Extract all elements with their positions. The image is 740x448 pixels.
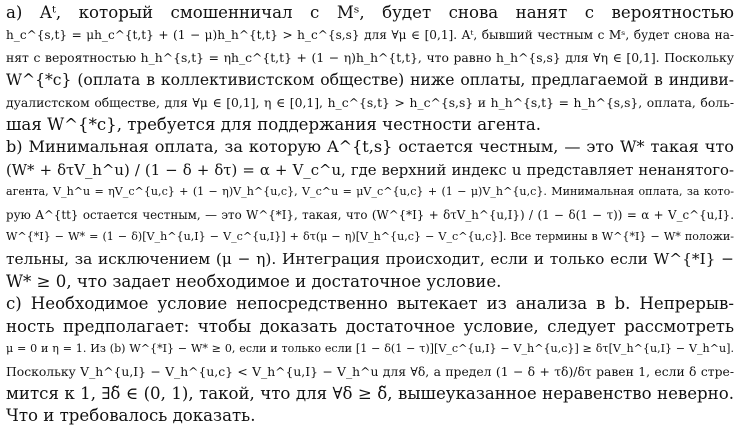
- text-line: дуалистском обществе, для ∀μ ∈ [0,1], η ∈ [0,1], h_c^{s,t} > h_c^{s,s} и h_h^{s,t} = h_h^{s,s}, оплата, боль-: [6, 95, 734, 110]
- text-line: Поскольку V_h^{u,I} − V_h^{u,c} < V_h^{u,I} − V_h^u для ∀δ, а предел (1 − δ + τδ)/δτ равен 1, если δ стре-: [6, 364, 734, 379]
- text-line: рую A^{tt} остается честным, — это W^{*I}, такая, что (W^{*I} + δτV_h^{u,I}) / (1 − δ(1 − τ)) = α + V_c^{u,I}.: [6, 207, 734, 222]
- text-line: нят с вероятностью h_h^{s,t} = ηh_c^{t,t} + (1 − η)h_h^{t,t}, что равно h_h^{s,s} для ∀η ∈ [0,1]. Поскольку: [6, 50, 734, 65]
- text-line: (W* + δτV_h^u) / (1 − δ + δτ) = α + V_c^u, где верхний индекс u представляет ненанятого-: [6, 160, 734, 179]
- text-line: c) Необходимое условие непосредственно вытекает из анализа в b. Непрерыв-: [6, 294, 734, 314]
- text-line: мится к 1, ∃δ̃ ∈ (0, 1), такой, что для ∀δ ≥ δ̃, вышеуказанное неравенство неверно.: [6, 383, 734, 403]
- text-line: μ = 0 и η = 1. Из (b) W^{*I} − W* ≥ 0, если и только если [1 − δ(1 − τ)][V_c^{u,I} − V_h^{u,c}] ≥ δτ[V_h^{u,I} − V_h^u].: [6, 342, 734, 356]
- text-line: W^{*I} − W* = (1 − δ)[V_h^{u,I} − V_c^{u,I}] + δτ(μ − η)[V_h^{u,c} − V_c^{u,c}]. Все термины в W^{*I} − W* положи-: [6, 230, 734, 244]
- paragraph-b: [6, 136, 734, 293]
- text-line: а) Aᵗ, который смошенничал с Mˢ, будет снова нанят с вероятностью: [6, 3, 734, 22]
- text-line: W^{*c} (оплата в коллективистском обществе) ниже оплаты, предлагаемой в индиви-: [6, 71, 734, 90]
- text-line: h_c^{s,t} = μh_c^{t,t} + (1 − μ)h_h^{t,t} > h_c^{s,s} для ∀μ ∈ [0,1]. Aᵗ, бывший честным с Mˢ, будет снова на-: [6, 28, 734, 43]
- text-line: тельны, за исключением (μ − η). Интеграция происходит, если и только если W^{*I} −: [6, 250, 734, 269]
- text-line: W* ≥ 0, что задает необходимое и достаточное условие.: [6, 271, 502, 291]
- text-line: агента, V_h^u = ηV_c^{u,c} + (1 − η)V_h^{u,c}, V_c^u = μV_c^{u,c} + (1 − μ)V_h^{u,c}. Минимальная оплата, за кото-: [6, 185, 734, 199]
- paragraph-a: [6, 2, 734, 136]
- paragraph-c: [6, 293, 734, 427]
- text-line: Что и требовалось доказать.: [6, 406, 256, 426]
- text-line: b) Минимальная оплата, за которую A^{t,s} остается честным, — это W* такая что: [6, 137, 734, 157]
- text-line: шая W^{*c}, требуется для поддержания честности агента.: [6, 115, 542, 135]
- text-line: ность предполагает: чтобы доказать достаточное условие, следует рассмотреть: [6, 316, 734, 336]
